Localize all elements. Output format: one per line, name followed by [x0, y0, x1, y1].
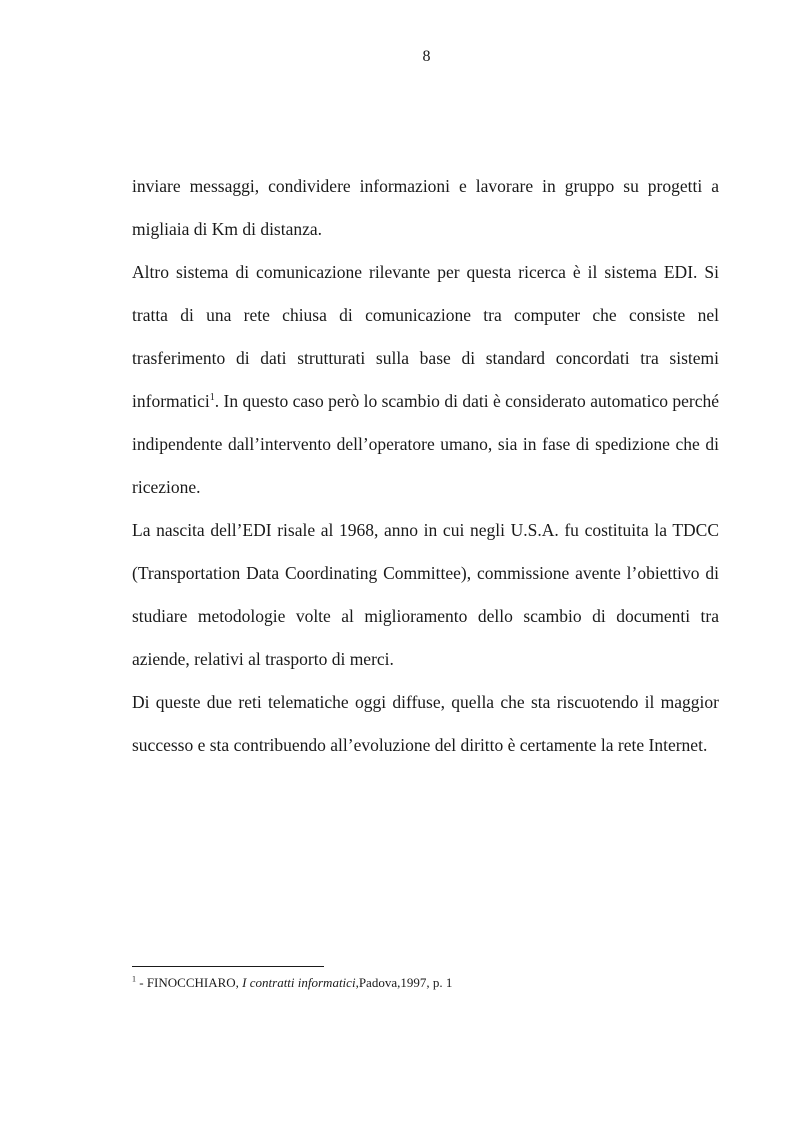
paragraph-2 [132, 251, 719, 509]
paragraph-2-text-b: . In questo caso però lo scambio di dati è considerato automatico perché indipendente dall’intervento dell’operatore umano, sia in fase di spedizione che di ricezione. [132, 391, 719, 497]
footnote-divider [132, 966, 324, 967]
footnote-suffix: ,Padova,1997, p. 1 [355, 975, 453, 990]
paragraph-1: inviare messaggi, condividere informazioni e lavorare in gruppo su progetti a migliaia di Km di distanza. [132, 176, 719, 239]
footnote-title: I contratti informatici [242, 975, 356, 990]
paragraph-3: La nascita dell’EDI risale al 1968, anno in cui negli U.S.A. fu costituita la TDCC (Transportation Data Coordinating Committee), commissione avente l’obiettivo di studiare metodologie volte al miglioramento dello scambio di documenti tra aziende, relativi al trasporto di merci. [132, 520, 719, 669]
page-number: 8 [422, 48, 431, 65]
paragraph-4: Di queste due reti telematiche oggi diffuse, quella che sta riscuotendo il maggior successo e sta contribuendo all’evoluzione del diritto è certamente la rete Internet. [132, 692, 719, 755]
footnote-prefix: - FINOCCHIARO, [136, 975, 243, 990]
footnote [132, 974, 452, 991]
body-text [132, 165, 719, 767]
paragraph-2-text-a: Altro sistema di comunicazione rilevante per questa ricerca è il sistema EDI. Si tratta di una rete chiusa di comunicazione tra computer che consiste nel trasferimento di dati strutturati sulla base di standard concordati tra sistemi informatici [132, 262, 719, 411]
footnote-marker: 1 [132, 974, 136, 984]
footnote-reference: 1 [209, 392, 215, 404]
